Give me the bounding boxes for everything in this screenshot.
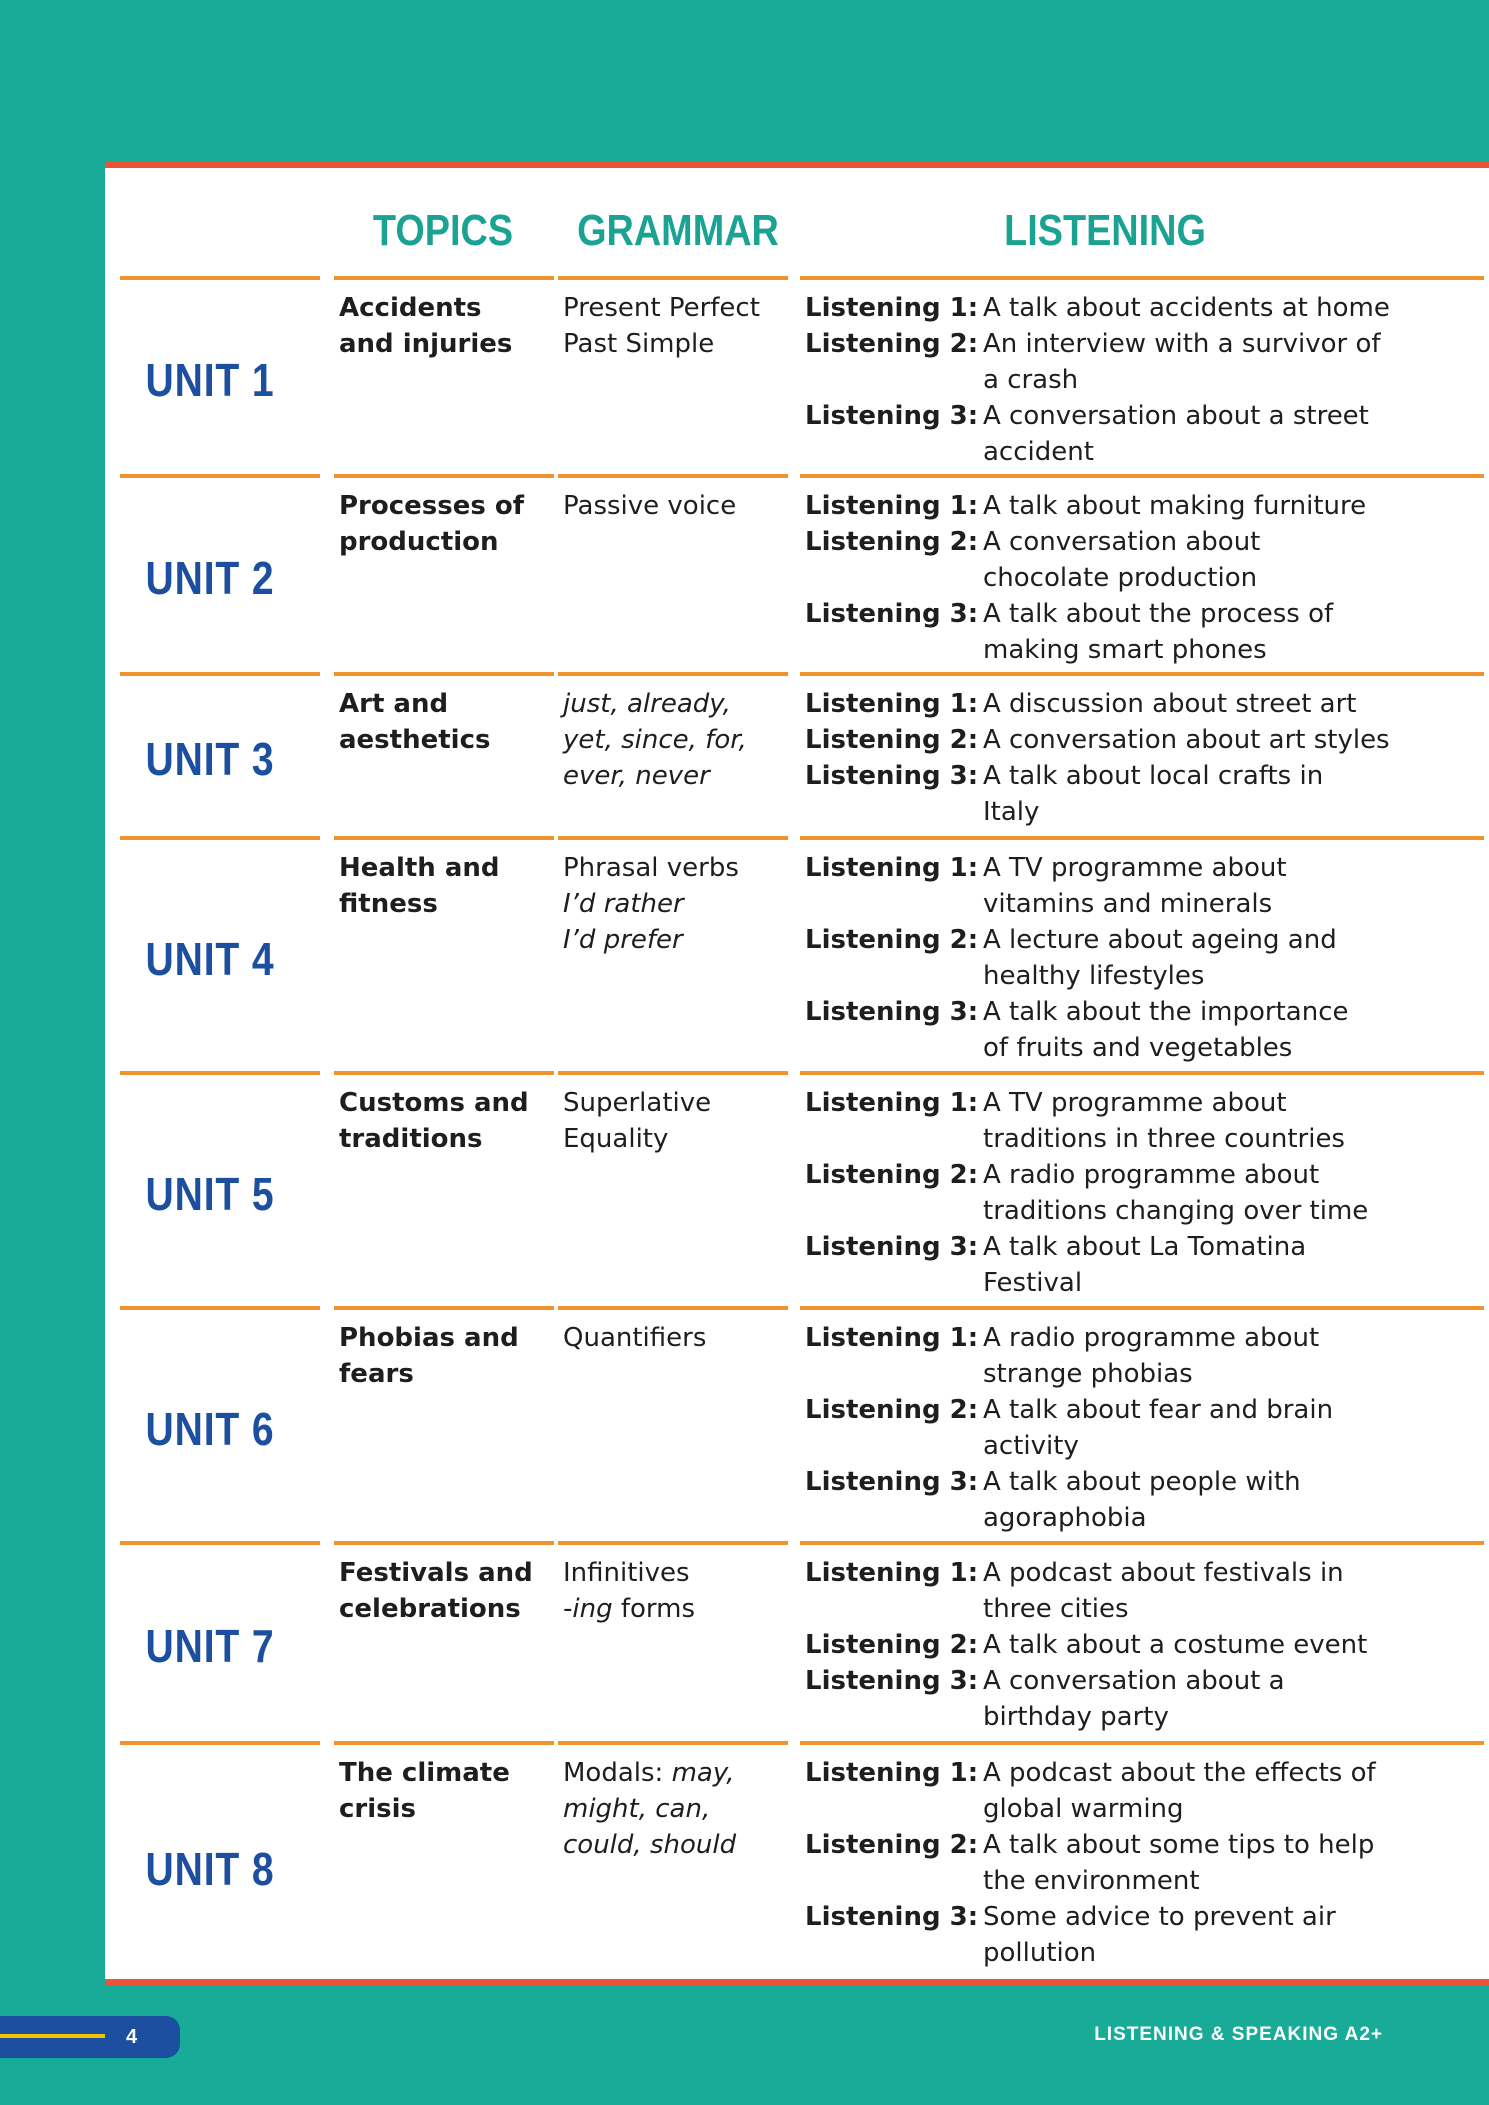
topics-header: TOPICS (372, 206, 514, 255)
unit-row (105, 1541, 1489, 1741)
listening-cell (805, 686, 1485, 830)
listening-text: A conversation about a street (983, 401, 1369, 431)
listening-text: Festival (983, 1268, 1083, 1298)
row-separator (120, 1306, 320, 1310)
listening-item (805, 850, 1485, 922)
row-separator (334, 1541, 554, 1545)
grammar-line (563, 850, 793, 886)
listening-item (805, 290, 1485, 326)
listening-text: A podcast about the effects of (983, 1758, 1376, 1788)
listening-text: agoraphobia (983, 1503, 1147, 1533)
listening-cell (805, 1555, 1485, 1735)
grammar-line (563, 1791, 793, 1827)
listening-label: Listening 3: (805, 997, 979, 1027)
topic-cell (339, 1755, 549, 1827)
listening-text: strange phobias (983, 1359, 1193, 1389)
listening-item (805, 1627, 1485, 1663)
listening-item (805, 1555, 1485, 1627)
grammar-text: I’d rather (563, 889, 684, 919)
grammar-line (563, 1121, 793, 1157)
grammar-text: I’d prefer (563, 925, 683, 955)
topic-cell (339, 1320, 549, 1392)
grammar-text: Phrasal verbs (563, 853, 739, 883)
row-separator (120, 1741, 320, 1745)
listening-item (805, 758, 1485, 830)
listening-text: chocolate production (983, 563, 1258, 593)
listening-label: Listening 3: (805, 401, 979, 431)
row-separator (120, 672, 320, 676)
unit-label: UNIT 7 (145, 1620, 275, 1672)
page-number: 4 (126, 2026, 138, 2048)
listening-cell (805, 488, 1485, 668)
listening-text: activity (983, 1431, 1079, 1461)
unit-row (105, 836, 1489, 1071)
row-separator (120, 276, 320, 280)
grammar-text: Present Perfect (563, 293, 760, 323)
listening-text: of fruits and vegetables (983, 1033, 1293, 1063)
listening-item (805, 1157, 1485, 1229)
topic-line: and injuries (339, 329, 513, 359)
grammar-text: just, already, (563, 689, 731, 719)
grammar-text: could, should (563, 1830, 737, 1860)
listening-text: accident (983, 437, 1094, 467)
listening-label: Listening 3: (805, 761, 979, 791)
listening-item (805, 1899, 1485, 1971)
row-separator (558, 672, 788, 676)
listening-cell (805, 1085, 1485, 1301)
listening-label: Listening 1: (805, 853, 979, 883)
listening-label: Listening 1: (805, 1558, 979, 1588)
listening-item (805, 596, 1485, 668)
unit-row (105, 672, 1489, 836)
listening-text: A conversation about a (983, 1666, 1285, 1696)
unit-row (105, 1741, 1489, 1986)
listening-text: A talk about some tips to help (983, 1830, 1375, 1860)
row-separator (120, 1071, 320, 1075)
unit-row (105, 1306, 1489, 1541)
book-title: LISTENING & SPEAKING A2+ (1094, 2024, 1383, 2045)
listening-item (805, 922, 1485, 994)
topic-cell (339, 850, 549, 922)
listening-text: A radio programme about (983, 1160, 1320, 1190)
listening-label: Listening 1: (805, 1088, 979, 1118)
listening-label: Listening 2: (805, 925, 979, 955)
listening-text: A talk about making furniture (983, 491, 1367, 521)
row-separator (334, 836, 554, 840)
row-separator (334, 672, 554, 676)
grammar-line (563, 290, 793, 326)
listening-item (805, 326, 1485, 398)
unit-label: UNIT 2 (145, 552, 275, 604)
unit-row (105, 474, 1489, 672)
listening-label: Listening 1: (805, 491, 979, 521)
grammar-line (563, 1320, 793, 1356)
grammar-line (563, 1827, 793, 1863)
grammar-cell (563, 1555, 793, 1627)
grammar-line (563, 326, 793, 362)
grammar-line (563, 1591, 793, 1627)
row-separator (120, 836, 320, 840)
listening-label: Listening 1: (805, 1323, 979, 1353)
topic-line: traditions (339, 1124, 483, 1154)
row-separator (800, 1541, 1484, 1545)
listening-text: a crash (983, 365, 1079, 395)
grammar-text: forms (612, 1594, 696, 1624)
grammar-line (563, 886, 793, 922)
topic-line: fears (339, 1359, 414, 1389)
listening-label: Listening 3: (805, 599, 979, 629)
row-separator (800, 1071, 1484, 1075)
listening-label: Listening 3: (805, 1666, 979, 1696)
listening-text: three cities (983, 1594, 1129, 1624)
listening-text: traditions changing over time (983, 1196, 1369, 1226)
unit-label: UNIT 6 (145, 1402, 275, 1455)
row-separator (120, 1541, 320, 1545)
row-separator (334, 276, 554, 280)
listening-text: A talk about fear and brain (983, 1395, 1334, 1425)
topic-line: Art and (339, 689, 449, 719)
listening-text: pollution (983, 1938, 1097, 1968)
topic-cell (339, 1555, 549, 1627)
page-number-tab (0, 2016, 180, 2058)
unit-label: UNIT 5 (145, 1167, 275, 1220)
grammar-cell (563, 488, 793, 524)
row-separator (558, 474, 788, 478)
listening-text: the environment (983, 1866, 1200, 1896)
listening-text: traditions in three countries (983, 1124, 1345, 1154)
row-separator (800, 1741, 1484, 1745)
listening-label: Listening 3: (805, 1232, 979, 1262)
listening-text: A TV programme about (983, 1088, 1287, 1118)
listening-label: Listening 2: (805, 329, 979, 359)
grammar-text: Superlative (563, 1088, 712, 1118)
listening-text: vitamins and minerals (983, 889, 1273, 919)
row-separator (800, 1306, 1484, 1310)
topic-line: fitness (339, 889, 438, 919)
listening-text: global warming (983, 1794, 1184, 1824)
grammar-text: might, can, (563, 1794, 711, 1824)
row-separator (800, 836, 1484, 840)
listening-cell (805, 850, 1485, 1066)
grammar-line (563, 1085, 793, 1121)
grammar-line (563, 1555, 793, 1591)
grammar-text: may, (671, 1758, 735, 1788)
topic-line: The climate (339, 1758, 510, 1788)
listening-cell (805, 290, 1485, 470)
grammar-text: -ing (563, 1594, 613, 1624)
listening-text: A discussion about street art (983, 689, 1357, 719)
row-separator (558, 276, 788, 280)
listening-text: A conversation about art styles (983, 725, 1390, 755)
row-separator (558, 836, 788, 840)
grammar-line (563, 758, 793, 794)
grammar-text: ever, never (563, 761, 710, 791)
row-separator (334, 474, 554, 478)
row-separator (800, 474, 1484, 478)
listening-label: Listening 2: (805, 1160, 979, 1190)
row-separator (800, 276, 1484, 280)
topic-cell (339, 686, 549, 758)
unit-label: UNIT 8 (145, 1842, 275, 1895)
grammar-text: Quantifiers (563, 1323, 707, 1353)
topic-line: crisis (339, 1794, 417, 1824)
unit-row (105, 1071, 1489, 1306)
listening-text: making smart phones (983, 635, 1267, 665)
footer-accent-line (0, 2034, 105, 2038)
grammar-cell (563, 290, 793, 362)
listening-text: A talk about a costume event (983, 1630, 1368, 1660)
grammar-text: Passive voice (563, 491, 737, 521)
listening-text: Italy (983, 797, 1040, 827)
topic-line: production (339, 527, 499, 557)
row-separator (120, 474, 320, 478)
listening-text: A talk about people with (983, 1467, 1301, 1497)
listening-text: A talk about local crafts in (983, 761, 1324, 791)
grammar-header: GRAMMAR (577, 206, 779, 255)
listening-text: A talk about accidents at home (983, 293, 1390, 323)
unit-label: UNIT 3 (145, 733, 275, 785)
grammar-text: Past Simple (563, 329, 715, 359)
listening-header: LISTENING (1004, 206, 1206, 255)
listening-label: Listening 1: (805, 689, 979, 719)
listening-text: birthday party (983, 1702, 1169, 1732)
listening-item (805, 1229, 1485, 1301)
listening-text: Some advice to prevent air (983, 1902, 1336, 1932)
listening-item (805, 722, 1485, 758)
topic-line: Customs and (339, 1088, 529, 1118)
listening-label: Listening 1: (805, 1758, 979, 1788)
row-separator (334, 1071, 554, 1075)
row-separator (334, 1306, 554, 1310)
topic-line: Accidents (339, 293, 482, 323)
grammar-line (563, 722, 793, 758)
topic-cell (339, 488, 549, 560)
row-separator (558, 1541, 788, 1545)
listening-item (805, 398, 1485, 470)
listening-item (805, 488, 1485, 524)
topic-line: Festivals and (339, 1558, 533, 1588)
listening-label: Listening 2: (805, 527, 979, 557)
grammar-text: Equality (563, 1124, 669, 1154)
row-separator (800, 672, 1484, 676)
row-separator (558, 1741, 788, 1745)
row-separator (558, 1306, 788, 1310)
grammar-line (563, 922, 793, 958)
topic-cell (339, 1085, 549, 1157)
row-separator (334, 1741, 554, 1745)
grammar-line (563, 686, 793, 722)
grammar-cell (563, 1320, 793, 1356)
grammar-cell (563, 1085, 793, 1157)
grammar-line (563, 1755, 793, 1791)
row-separator (558, 1071, 788, 1075)
listening-label: Listening 2: (805, 1630, 979, 1660)
listening-item (805, 1827, 1485, 1899)
listening-text: A talk about La Tomatina (983, 1232, 1307, 1262)
listening-label: Listening 2: (805, 1830, 979, 1860)
listening-label: Listening 2: (805, 725, 979, 755)
listening-label: Listening 3: (805, 1902, 979, 1932)
topic-line: Processes of (339, 491, 525, 521)
grammar-cell (563, 686, 793, 794)
listening-item (805, 994, 1485, 1066)
listening-item (805, 1755, 1485, 1827)
listening-text: An interview with a survivor of (983, 329, 1381, 359)
listening-cell (805, 1755, 1485, 1971)
listening-cell (805, 1320, 1485, 1536)
grammar-text: yet, since, for, (563, 725, 747, 755)
listening-item (805, 524, 1485, 596)
grammar-text: Modals: (563, 1758, 672, 1788)
listening-item (805, 686, 1485, 722)
listening-text: A conversation about (983, 527, 1261, 557)
topic-line: Health and (339, 853, 500, 883)
contents-table (105, 162, 1489, 1985)
topic-line: aesthetics (339, 725, 491, 755)
topic-cell (339, 290, 549, 362)
grammar-line (563, 488, 793, 524)
listening-label: Listening 1: (805, 293, 979, 323)
grammar-cell (563, 850, 793, 958)
listening-text: healthy lifestyles (983, 961, 1205, 991)
unit-label: UNIT 4 (145, 932, 275, 985)
topic-line: Phobias and (339, 1323, 519, 1353)
listening-text: A podcast about festivals in (983, 1558, 1344, 1588)
listening-text: A lecture about ageing and (983, 925, 1337, 955)
listening-text: A TV programme about (983, 853, 1287, 883)
listening-item (805, 1464, 1485, 1536)
listening-text: A talk about the importance (983, 997, 1349, 1027)
grammar-text: Infinitives (563, 1558, 690, 1588)
listening-label: Listening 3: (805, 1467, 979, 1497)
listening-item (805, 1085, 1485, 1157)
listening-item (805, 1663, 1485, 1735)
listening-item (805, 1320, 1485, 1392)
listening-item (805, 1392, 1485, 1464)
topic-line: celebrations (339, 1594, 521, 1624)
grammar-cell (563, 1755, 793, 1863)
listening-text: A radio programme about (983, 1323, 1320, 1353)
listening-label: Listening 2: (805, 1395, 979, 1425)
listening-text: A talk about the process of (983, 599, 1334, 629)
unit-label: UNIT 1 (145, 354, 275, 406)
unit-row (105, 276, 1489, 474)
